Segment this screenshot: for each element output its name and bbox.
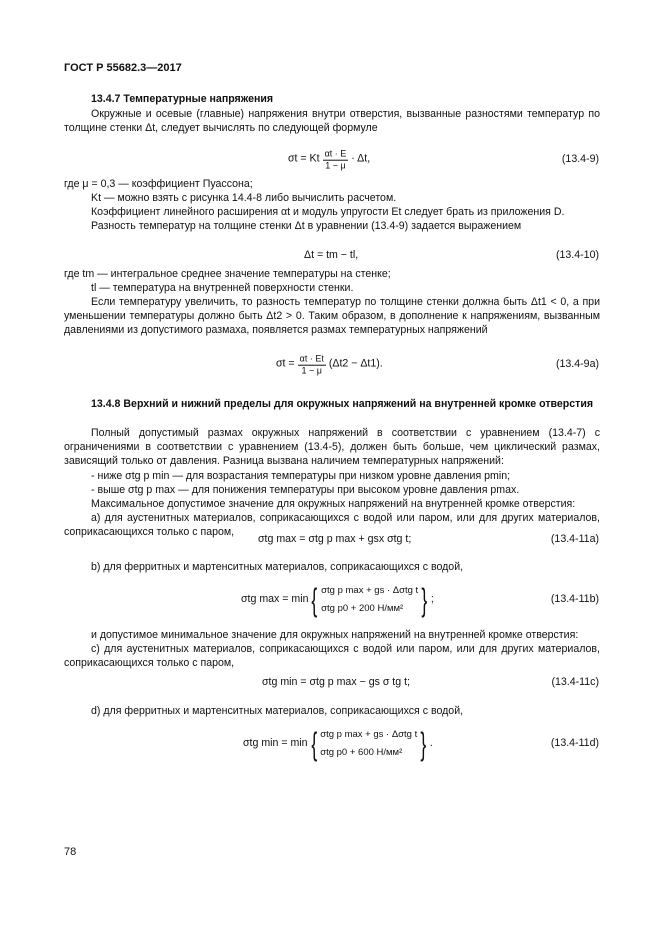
eq-rhs: (Δt2 − Δt1).: [328, 358, 383, 371]
list-item-c: с) для аустенитных материалов, соприкасающихся с водой или паром, или для других материалов, соприкасающихся только с паром,: [64, 643, 600, 669]
equation-13-4-9a: [0, 345, 661, 385]
equation-13-4-11c: [0, 663, 661, 703]
eq-lhs: σtg max = min: [241, 593, 309, 606]
page-number: 78: [64, 846, 77, 858]
bullet-item: - выше σtg p max — для понижения температуры при высоком уровне давления pmax.: [91, 484, 520, 496]
eq-option-bottom: σtg p0 + 200 Н/мм²: [321, 603, 404, 614]
eq-denominator: 1 − μ: [301, 365, 322, 376]
eq-lhs: σtg min = min: [243, 737, 308, 750]
eq-option-top: σtg p max + gs · Δσtg t: [321, 584, 419, 596]
paragraph: Максимальное допустимое значение для окружных напряжений на внутренней кромке отверстия:: [91, 498, 576, 510]
equation-number: (13.4-9): [561, 153, 599, 166]
eq-numerator: αt · E: [324, 148, 347, 159]
equation-number: (13.4-11d): [550, 737, 599, 750]
eq-numerator: αt · Et: [299, 353, 324, 364]
paragraph: и допустимое минимальное значение для окружных напряжений на внутренней кромке отверстия:: [91, 629, 579, 641]
equation-number: (13.4-11a): [550, 533, 599, 546]
equation-number: (13.4-10): [556, 249, 599, 262]
where-line: Kt — можно взять с рисунка 14.4-8 либо вычислить расчетом.: [91, 192, 397, 204]
eq-expression: Δt = tm − tl,: [304, 249, 359, 262]
equation-13-4-9: [0, 140, 661, 180]
eq-expression: σtg min = σtg p max − gs σ tg t;: [262, 676, 410, 689]
eq-denominator: 1 − μ: [325, 160, 346, 171]
eq-expression: σtg max = σtg p max + gsx σtg t;: [258, 533, 412, 546]
where-line: tl — температура на внутренней поверхности стенки.: [91, 282, 354, 294]
paragraph: Окружные и осевые (главные) напряжения внутри отверстия, вызванные разностями температур по толщине стенки Δt, следует вычислять по следующей формуле: [64, 108, 600, 134]
where-line: где μ = 0,3 — коэффициент Пуассона;: [64, 178, 253, 190]
equation-number: (13.4-11c): [551, 676, 599, 689]
left-brace-icon: {: [311, 582, 318, 618]
eq-option-top: σtg p max + gs · Δσtg t: [320, 728, 418, 740]
section-heading-13-4-8: 13.4.8 Верхний и нижний пределы для окружных напряжений на внутренней кромке отверстия: [91, 398, 594, 410]
right-brace-icon: }: [421, 582, 428, 618]
paragraph: Если температуру увеличить, то разность температур по толщине стенки должна быть Δt1 < 0, а при уменьшении температуры должно быть Δt2 > 0. Таким образом, в дополнение к напряжениям, вызванным давлениями из допустимого размаха, появляется размах температурных напряжений: [64, 296, 600, 336]
eq-tail: ;: [430, 593, 434, 606]
left-brace-icon: {: [310, 726, 317, 762]
paragraph: Полный допустимый размах окружных напряжений в соответствии с уравнением (13.4-7) с ограничениями в соответствии с уравнением (13.4-5), должен быть больше, чем циклический размах, зависящий только от давления. Разница вызвана наличием температурных напряжений:: [64, 427, 600, 467]
equation-13-4-11b: [0, 580, 661, 620]
list-item-a: а) для аустенитных материалов, соприкасающихся с водой или паром, или для других материалов, соприкасающихся только с паром,: [64, 512, 600, 538]
bullet-item: - ниже σtg p min — для возрастания температуры при низком уровне давления pmin;: [91, 470, 511, 482]
equation-number: (13.4-9a): [556, 358, 599, 371]
where-line: где tm — интегральное среднее значение температуры на стенке;: [64, 268, 391, 280]
list-item-d: d) для ферритных и мартенситных материалов, соприкасающихся с водой,: [91, 705, 464, 717]
document-header: ГОСТ Р 55682.3—2017: [64, 62, 182, 74]
right-brace-icon: }: [420, 726, 427, 762]
eq-tail: .: [429, 737, 433, 750]
eq-lhs: σt =: [276, 358, 295, 371]
paragraph: Коэффициент линейного расширения αt и модуль упругости Et следует брать из приложения D.: [91, 206, 565, 218]
eq-lhs: σt = Kt: [288, 153, 320, 166]
paragraph: Разность температур на толщине стенки Δt в уравнении (13.4-9) задается выражением: [91, 220, 522, 232]
equation-number: (13.4-11b): [550, 593, 599, 606]
eq-rhs: · Δt,: [351, 153, 371, 166]
section-heading-13-4-7: 13.4.7 Температурные напряжения: [91, 93, 274, 105]
equation-13-4-11d: [0, 724, 661, 764]
eq-option-bottom: σtg p0 + 600 Н/мм²: [320, 747, 403, 758]
equation-13-4-11a: [0, 520, 661, 560]
list-item-b: b) для ферритных и мартенситных материалов, соприкасающихся с водой,: [91, 561, 464, 573]
